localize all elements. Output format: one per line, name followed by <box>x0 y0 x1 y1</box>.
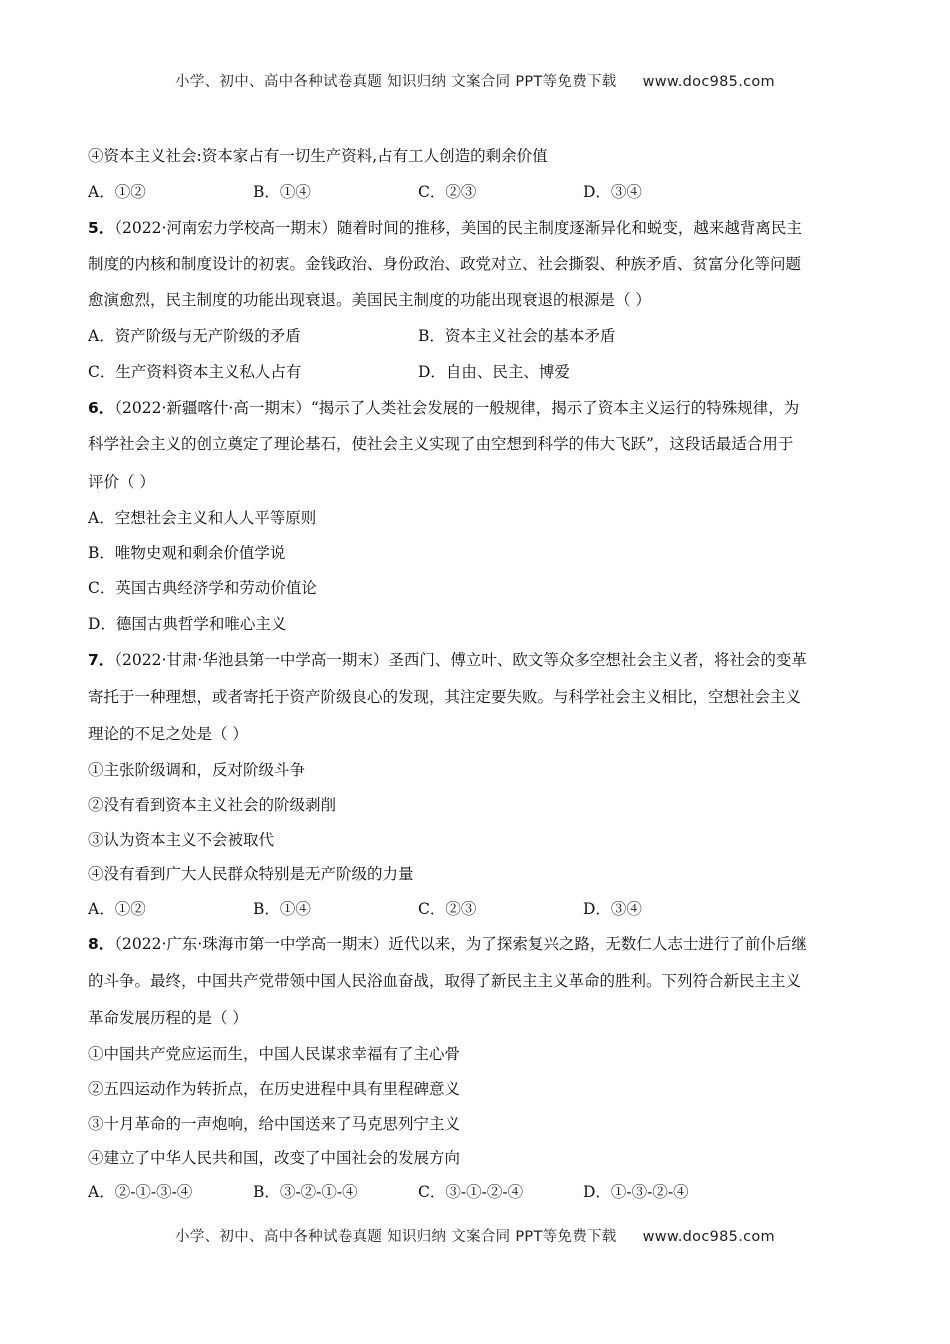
q7-item-3: ③认为资本主义不会被取代 <box>88 831 275 849</box>
q8-stem-line-2: 的斗争。最终，中国共产党带领中国人民浴血奋战，取得了新民主主义革命的胜利。下列符合新民主主义 <box>88 972 802 990</box>
q7-stem-text-1: （2022·甘肃·华池县第一中学高一期末）圣西门、傅立叶、欧文等众多空想社会主义者，将社会的变革 <box>114 651 807 669</box>
q6-option-b[interactable]: B．唯物史观和剩余价值学说 <box>88 544 286 562</box>
page-footer <box>0 1225 950 1246</box>
q7-stem-line-3: 理论的不足之处是（ ） <box>88 725 248 743</box>
page-header <box>0 70 950 91</box>
q8-stem-line-3: 革命发展历程的是（ ） <box>88 1009 248 1027</box>
q5-stem-line-3: 愈演愈烈，民主制度的功能出现衰退。美国民主制度的功能出现衰退的根源是（ ） <box>88 291 651 309</box>
q7-number: 7． <box>88 651 115 669</box>
q5-stem-text-1: （2022·河南宏力学校高一期末）随着时间的推移，美国的民主制度逐渐异化和蜕变，越来越背离民主 <box>114 219 802 237</box>
q5-stem-line-2: 制度的内核和制度设计的初衷。金钱政治、身份政治、政党对立、社会撕裂、种族矛盾、贫富分化等问题 <box>88 255 802 273</box>
q5-stem-line-1 <box>88 218 802 238</box>
q7-stem-line-2: 寄托于一种理想，或者寄托于资产阶级良心的发现，其注定要失败。与科学社会主义相比，空想社会主义 <box>88 688 802 706</box>
q8-stem-text-1: （2022·广东·珠海市第一中学高一期末）近代以来，为了探索复兴之路，无数仁人志士进行了前仆后继 <box>114 935 807 953</box>
q7-option-d[interactable]: D．③④ <box>583 900 642 918</box>
header-text: 小学、初中、高中各种试卷真题 知识归纳 文案合同 PPT等免费下载 <box>175 74 617 90</box>
q6-number: 6． <box>88 399 115 417</box>
q4-option-b[interactable]: B．①④ <box>253 183 311 201</box>
q4-option-a[interactable]: A．①② <box>88 183 146 201</box>
q7-option-b[interactable]: B．①④ <box>253 900 311 918</box>
q5-number: 5． <box>88 219 115 237</box>
q4-option-d[interactable]: D．③④ <box>583 183 642 201</box>
q8-stem-line-1 <box>88 934 807 954</box>
q7-item-4: ④没有看到广大人民群众特别是无产阶级的力量 <box>88 865 414 883</box>
q8-item-1: ①中国共产党应运而生，中国人民谋求幸福有了主心骨 <box>88 1045 461 1063</box>
q8-item-4: ④建立了中华人民共和国，改变了中国社会的发展方向 <box>88 1149 461 1167</box>
q6-stem-line-2: 科学社会主义的创立奠定了理论基石，使社会主义实现了由空想到科学的伟大飞跃”，这段话最适合用于 <box>88 435 794 453</box>
q8-item-2: ②五四运动作为转折点，在历史进程中具有里程碑意义 <box>88 1080 461 1098</box>
q6-option-a[interactable]: A．空想社会主义和人人平等原则 <box>88 509 317 527</box>
q6-stem-line-1 <box>88 398 799 418</box>
header-site-link[interactable]: www.doc985.com <box>642 74 775 90</box>
q8-option-a[interactable]: A．②-①-③-④ <box>88 1183 193 1201</box>
q6-option-c[interactable]: C．英国古典经济学和劳动价值论 <box>88 579 317 597</box>
q7-item-2: ②没有看到资本主义社会的阶级剥削 <box>88 796 337 814</box>
q7-item-1: ①主张阶级调和，反对阶级斗争 <box>88 761 306 779</box>
q8-item-3: ③十月革命的一声炮响，给中国送来了马克思列宁主义 <box>88 1115 461 1133</box>
q5-option-d[interactable]: D．自由、民主、博爱 <box>418 363 570 381</box>
q4-item-4: ④资本主义社会:资本家占有一切生产资料,占有工人创造的剩余价值 <box>88 147 548 165</box>
q5-option-c[interactable]: C．生产资料资本主义私人占有 <box>88 363 302 381</box>
footer-site-link[interactable]: www.doc985.com <box>642 1229 775 1245</box>
q5-option-b[interactable]: B．资本主义社会的基本矛盾 <box>418 327 616 345</box>
q8-number: 8． <box>88 935 115 953</box>
q5-option-a[interactable]: A．资产阶级与无产阶级的矛盾 <box>88 327 301 345</box>
q8-option-c[interactable]: C．③-①-②-④ <box>418 1183 524 1201</box>
q7-stem-line-1 <box>88 650 807 670</box>
q4-option-c[interactable]: C．②③ <box>418 183 477 201</box>
q8-option-d[interactable]: D．①-③-②-④ <box>583 1183 689 1201</box>
q7-option-a[interactable]: A．①② <box>88 900 146 918</box>
q7-option-c[interactable]: C．②③ <box>418 900 477 918</box>
q6-stem-text-1: （2022·新疆喀什·高一期末）“揭示了人类社会发展的一般规律，揭示了资本主义运行的特殊规律，为 <box>114 399 800 417</box>
q6-option-d[interactable]: D．德国古典哲学和唯心主义 <box>88 615 287 633</box>
q8-option-b[interactable]: B．③-②-①-④ <box>253 1183 358 1201</box>
footer-text: 小学、初中、高中各种试卷真题 知识归纳 文案合同 PPT等免费下载 <box>175 1229 617 1245</box>
q6-stem-line-3: 评价（ ） <box>88 473 155 491</box>
